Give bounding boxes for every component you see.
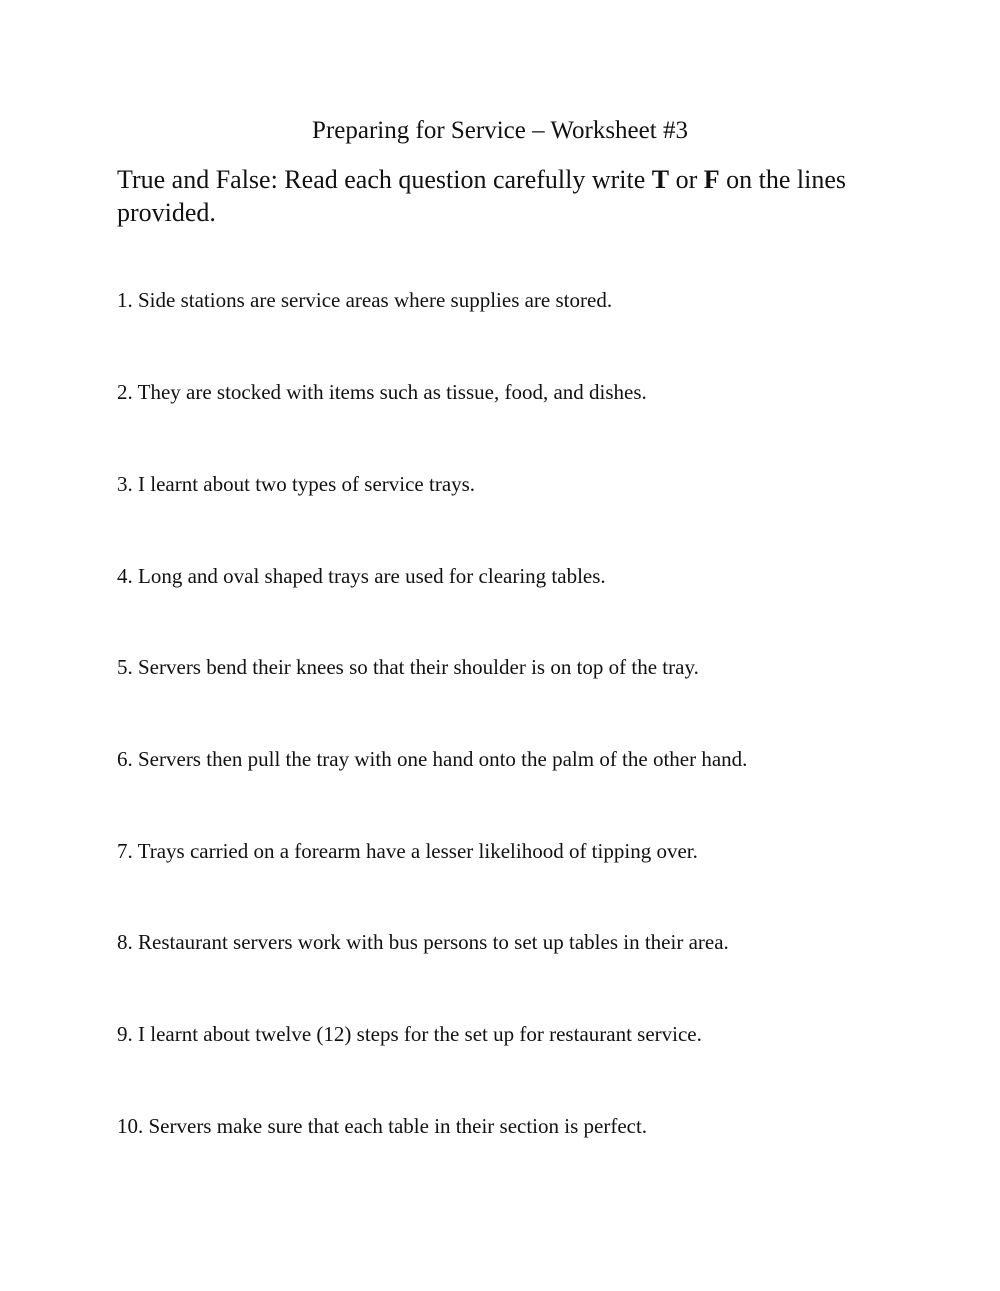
true-letter: T	[651, 165, 670, 194]
question-4: 4. Long and oval shaped trays are used for clearing tables.	[117, 564, 606, 588]
question-5: 5. Servers bend their knees so that their shoulder is on top of the tray.	[117, 655, 699, 679]
question-6: 6. Servers then pull the tray with one hand onto the palm of the other hand.	[117, 747, 748, 771]
question-7: 7. Trays carried on a forearm have a lesser likelihood of tipping over.	[117, 839, 698, 863]
worksheet-title: Preparing for Service – Worksheet #3	[312, 117, 688, 144]
question-9: 9. I learnt about twelve (12) steps for the set up for restaurant service.	[117, 1022, 702, 1046]
instructions-text: True and False: Read each question carefully write	[117, 165, 652, 194]
instructions	[117, 163, 877, 229]
instructions-end: on the lines provided.	[117, 165, 847, 227]
question-10: 10. Servers make sure that each table in their section is perfect.	[117, 1114, 648, 1138]
instructions-or: or	[669, 165, 704, 194]
question-3: 3. I learnt about two types of service trays.	[117, 472, 476, 496]
question-8: 8. Restaurant servers work with bus persons to set up tables in their area.	[117, 930, 729, 954]
question-2: 2. They are stocked with items such as tissue, food, and dishes.	[117, 380, 647, 404]
question-1: 1. Side stations are service areas where supplies are stored.	[117, 288, 613, 312]
false-letter: F	[703, 165, 720, 194]
